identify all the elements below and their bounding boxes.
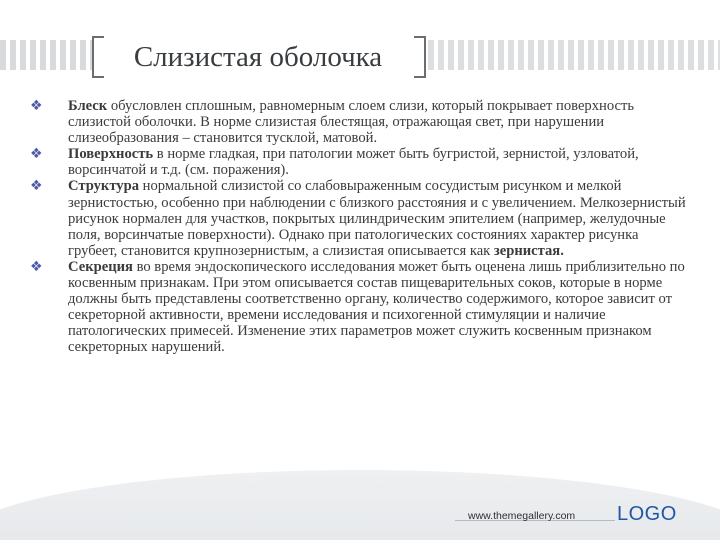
diamond-bullet-icon: ❖ xyxy=(30,98,43,114)
bullet-list xyxy=(30,98,690,356)
bullet-emphasis: зернистая. xyxy=(493,242,564,259)
diamond-bullet-icon: ❖ xyxy=(30,178,43,195)
bullet-keyword: Секреция xyxy=(68,258,133,275)
bullet-item xyxy=(30,259,690,356)
bullet-text: в норме гладкая, при патологии может быть бугристой, зернистой, узловатой, ворсинчатой и т.д. (см. поражения). xyxy=(68,146,639,179)
bullet-item xyxy=(30,178,690,258)
bullet-text: нормальной слизистой со слабовыраженным сосудистым рисунком и мелкой зернистостью, особенно при наблюдении с близкого расстояния и с увеличением. Мелкозернистый рисунок нормален для участков, покрытых цилиндрическим эпителием (например, желудочные поля, ворсинчатые поверхности). Однако при патологических состояниях характер рисунка грубеет, становится крупнозернистым, а слизистая описывается как xyxy=(68,178,686,259)
title-bracket-right xyxy=(414,36,426,78)
bullet-text: обусловлен сплошным, равномерным слоем слизи, который покрывает поверхность слизистой оболочки. В норме слизистая блестящая, отражающая свет, при нарушении слизеобразования – становится тусклой, матовой. xyxy=(68,98,635,147)
diamond-bullet-icon: ❖ xyxy=(30,146,43,163)
footer-band xyxy=(0,470,720,540)
slide-title: Слизистая оболочка xyxy=(133,41,383,73)
decorative-stripes-right xyxy=(428,40,720,70)
bullet-keyword: Блеск xyxy=(68,98,108,114)
bullet-keyword: Структура xyxy=(68,178,140,195)
diamond-bullet-icon: ❖ xyxy=(30,258,43,275)
bullet-text: во время эндоскопического исследования может быть оценена лишь приблизительно по косвенным признакам. При этом описывается состав пищеварительных соков, которые в норме должны быть представлены соответственно органу, количество содержимого, которое зависит от секреторной активности, времени исследования и психогенной стимуляции и наличие патологических примесей. Изменение этих параметров может служить косвенным признаком секреторных нарушений. xyxy=(68,258,685,356)
logo: LOGO xyxy=(617,503,677,525)
decorative-stripes-left xyxy=(0,40,92,70)
bullet-item xyxy=(30,98,690,146)
footer-url[interactable]: www.themegallery.com xyxy=(468,510,576,522)
bullet-item xyxy=(30,146,690,178)
bullet-keyword: Поверхность xyxy=(68,146,154,163)
